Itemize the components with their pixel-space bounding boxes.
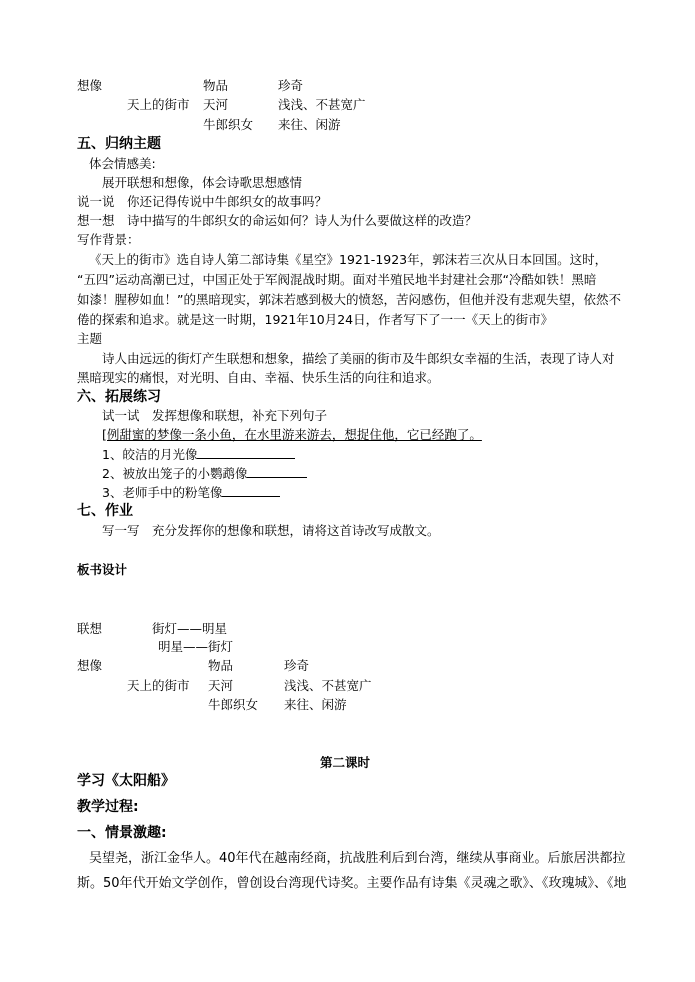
table-cell-rare: 珍奇	[278, 78, 304, 93]
table-cell-wander: 来往、闲游	[284, 697, 347, 712]
board-association-line: 明星——街灯	[158, 639, 234, 654]
example-sentence: [例甜蜜的梦像一条小鱼，在水里游来游去，想捉住他，它已经跑了。	[102, 427, 482, 442]
think-prompt: 想一想 诗中描写的牛郎织女的命运如何？诗人为什么要做这样的改造？	[77, 213, 478, 228]
table-cell-rare: 珍奇	[284, 658, 310, 673]
answer-blank[interactable]	[197, 446, 295, 459]
board-association: 联想	[77, 621, 103, 636]
table-cell-imagine: 想像	[77, 658, 103, 673]
lesson-title: 第二课时	[320, 755, 371, 770]
question-3-text: 3、老师手中的粉笔像	[102, 485, 223, 500]
background-label: 写作背景：	[77, 232, 140, 247]
table-cell-wander: 来往、闲游	[278, 117, 341, 132]
board-design-title: 板书设计	[77, 562, 128, 577]
theme-line: 黑暗现实的痛恨，对光明、自由、幸福、快乐生活的向往和追求。	[77, 370, 440, 385]
study-heading: 学习《太阳船》	[77, 773, 175, 789]
homework-task: 写一写 充分发挥你的想像和联想，请将这首诗改写成散文。	[102, 523, 440, 538]
table-cell-shallow: 浅浅、不甚宽广	[284, 678, 372, 693]
section-heading-homework: 七、作业	[77, 503, 133, 519]
answer-blank[interactable]	[247, 465, 307, 478]
question-3	[102, 484, 280, 501]
background-line: 如漆！腥秽如血！”的黑暗现实，郭沫若感到极大的愤怒，苦闷感伤，但他并没有悲观失望，依然不	[77, 292, 621, 307]
section-heading-practice: 六、拓展练习	[77, 389, 161, 405]
intro-line: 吴望尧，浙江金华人。40年代在越南经商，抗战胜利后到台湾，继续从事商业。后旅居洪都拉	[89, 851, 626, 866]
board-association-line: 街灯——明星	[152, 621, 228, 636]
theme-label: 主题	[77, 331, 103, 346]
question-1	[102, 446, 295, 463]
process-heading: 教学过程:	[77, 799, 139, 815]
table-cell-couple: 牛郎织女	[203, 117, 254, 132]
table-cell-river: 天河	[203, 97, 229, 112]
table-cell-items: 物品	[208, 658, 234, 673]
section-heading-intro: 一、情景激趣:	[77, 825, 167, 841]
background-line: “五四”运动高潮已过，中国正处于军阀混战时期。面对半殖民地半封建社会那“冷酷如铁！黑暗	[77, 272, 597, 287]
table-cell-river: 天河	[208, 678, 234, 693]
question-1-text: 1、皎洁的月光像	[102, 447, 198, 462]
table-cell-imagine: 想像	[77, 78, 103, 93]
intro-line: 斯。50年代开始文学创作，曾创设台湾现代诗奖。主要作品有诗集《灵魂之歌》、《玫瑰城》、《地	[77, 876, 627, 891]
question-2	[102, 465, 307, 482]
table-cell-street: 天上的街市	[127, 97, 190, 112]
background-line: 倦的探索和追求。就是这一时期，1921年10月24日，作者写下了一一《天上的街市》	[77, 312, 554, 327]
table-cell-couple: 牛郎织女	[208, 697, 259, 712]
paragraph-line: 展开联想和想像，体会诗歌思想感情	[102, 175, 303, 190]
say-prompt: 说一说 你还记得传说中牛郎织女的故事吗？	[77, 194, 328, 209]
table-cell-items: 物品	[203, 78, 229, 93]
background-line: 《天上的街市》选自诗人第二部诗集《星空》1921-1923年，郭沫若三次从日本回国。这时，	[89, 252, 608, 267]
theme-line: 诗人由远远的街灯产生联想和想象，描绘了美丽的街市及牛郎织女幸福的生活，表现了诗人对	[102, 351, 615, 366]
sub-heading: 体会情感美:	[89, 156, 156, 171]
answer-blank[interactable]	[222, 484, 280, 497]
question-2-text: 2、被放出笼子的小鹦鹉像	[102, 466, 248, 481]
table-cell-street: 天上的街市	[127, 678, 190, 693]
try-prompt: 试一试 发挥想像和联想，补充下列句子	[102, 408, 328, 423]
table-cell-shallow: 浅浅、不甚宽广	[278, 97, 366, 112]
section-heading-theme: 五、归纳主题	[77, 136, 161, 152]
